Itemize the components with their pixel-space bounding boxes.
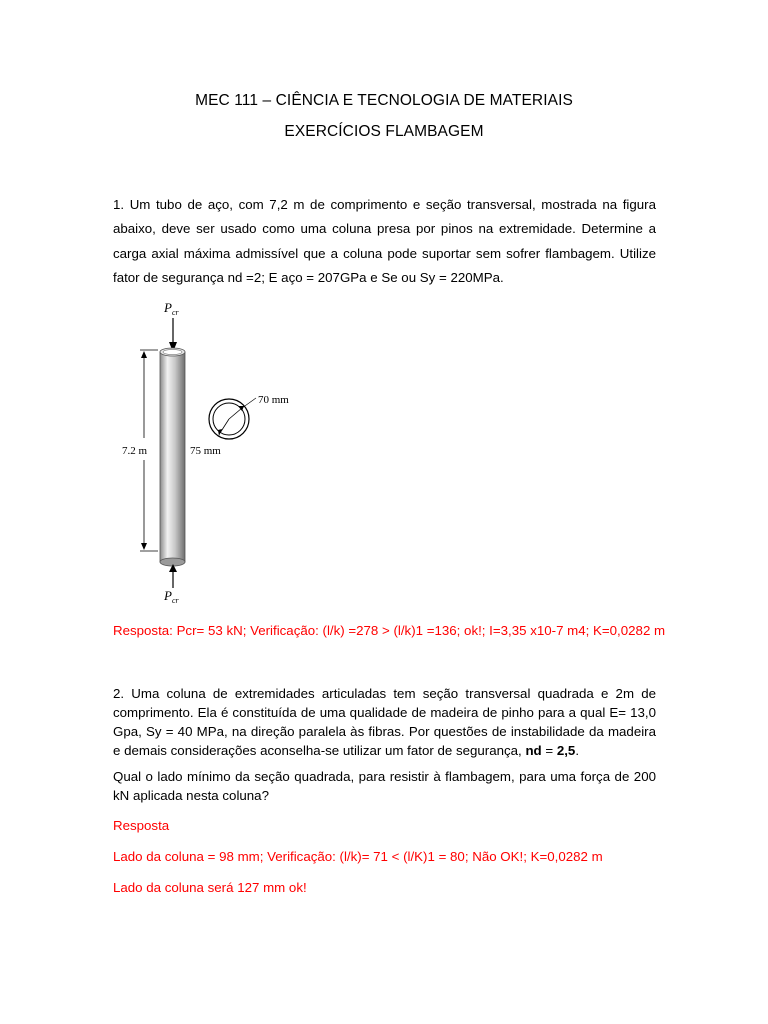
- question-1-answer: Resposta: Pcr= 53 kN; Verificação: (l/k) =278 > (l/k)1 =136; ok!; I=3,35 x10-7 m4; K=0,0282 m: [113, 623, 666, 638]
- safety-factor-label: nd: [525, 743, 542, 758]
- outer-diameter-label: 75 mm: [190, 445, 221, 457]
- length-label: 7.2 m: [122, 445, 148, 457]
- question-2-period: .: [575, 743, 580, 758]
- steel-tube: [160, 348, 185, 566]
- inner-diameter-label: 70 mm: [258, 394, 289, 406]
- question-2-answer-line-2: Lado da coluna será 127 mm ok!: [113, 880, 307, 895]
- question-1-text: 1. Um tubo de aço, com 7,2 m de comprimento e seção transversal, mostrada na figura abaixo, deve ser usado como uma coluna presa por pinos na extremidade. Determine a carga axial máxima admissível que a coluna pode suportar sem sofrer flambagem. Utilize fator de segurança nd =2; E aço = 207GPa e Se ou Sy = 220MPa.: [113, 197, 656, 285]
- question-2-answer-line-1: Lado da coluna = 98 mm; Verificação: (l/k)= 71 < (l/K)1 = 80; Não OK!; K=0,0282 m: [113, 849, 603, 864]
- safety-factor-value: 2,5: [556, 743, 576, 758]
- exercise-title: EXERCÍCIOS FLAMBAGEM: [284, 123, 484, 140]
- question-2-answer-heading: Resposta: [113, 818, 170, 833]
- safety-factor-equals: =: [541, 743, 557, 758]
- load-arrow-bottom-icon: [169, 564, 177, 588]
- load-label-top: $P_{cr}$: [164, 300, 179, 317]
- course-title: MEC 111 – CIÊNCIA E TECNOLOGIA DE MATERIAIS: [195, 92, 573, 109]
- column-figure: [108, 298, 300, 608]
- cross-section: [209, 398, 256, 439]
- load-label-bottom: $P_{cr}$: [164, 588, 179, 605]
- question-2-text: [113, 684, 656, 760]
- question-2-body: 2. Uma coluna de extremidades articuladas tem seção transversal quadrada e 2m de comprimento. Ela é constituída de uma qualidade de madeira de pinho para a qual E= 13,0 Gpa, Sy = 40 MPa, na direção paralela às fibras. Por questões de instabilidade da madeira e demais considerações aconselha-se utilizar um fator de segurança,: [113, 686, 656, 758]
- question-2-question: Qual o lado mínimo da seção quadrada, para resistir à flambagem, para uma força de 200 kN aplicada nesta coluna?: [113, 769, 656, 803]
- column-diagram: [108, 298, 300, 608]
- load-arrow-top-icon: [169, 318, 177, 352]
